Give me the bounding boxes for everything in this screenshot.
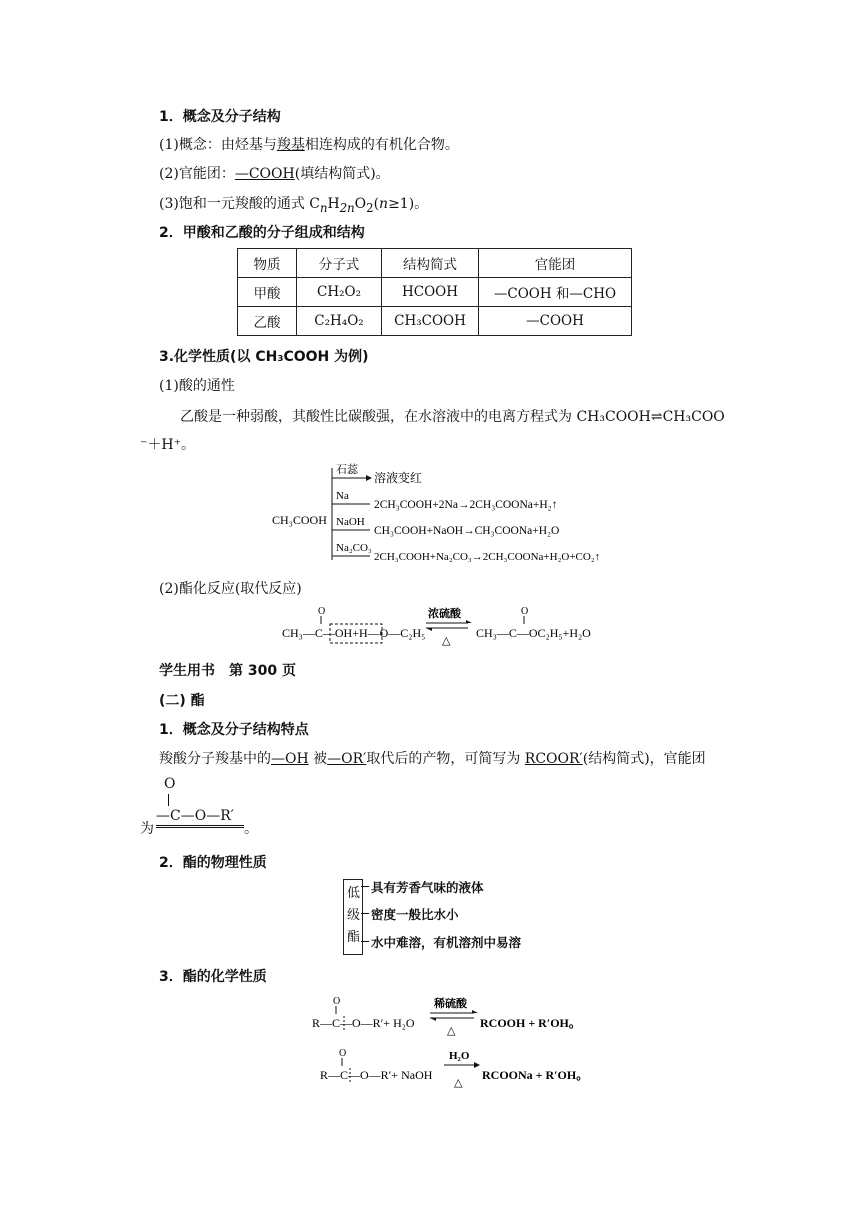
char: 低 bbox=[347, 886, 361, 901]
eq-cond-top: 稀硫酸 bbox=[434, 998, 467, 1010]
heading-acids: 2．甲酸和乙酸的分子组成和结构 bbox=[159, 225, 365, 241]
acid-subtitle: (1)酸的通性 bbox=[159, 378, 235, 394]
page-marker: 学生用书 第 300 页 bbox=[159, 663, 296, 679]
text: ≥1)。 bbox=[388, 196, 429, 212]
answer-underline: RCOOR′ bbox=[524, 751, 583, 767]
text: (填结构简式)。 bbox=[294, 166, 390, 182]
scheme-product: 2CH₃COOH+Na₂CO₃→2CH₃COONa+H₂O+CO₂↑ bbox=[374, 551, 601, 563]
connector bbox=[361, 913, 369, 914]
esterify-subtitle: (2)酯化反应(取代反应) bbox=[159, 581, 302, 597]
acid-hydrolysis-equation bbox=[310, 990, 620, 1038]
heading-ester-chemical: 3．酯的化学性质 bbox=[159, 969, 267, 985]
sub: n bbox=[320, 200, 328, 215]
eq-left: R—C—O—R′+ NaOH bbox=[320, 1068, 433, 1082]
esterify-left: CH₃—C—OH+H—O—C₂H₅ bbox=[282, 626, 426, 640]
functional-group-line bbox=[159, 163, 390, 183]
text: (2)官能团： bbox=[159, 166, 235, 182]
condition-top: 浓硫酸 bbox=[428, 608, 461, 620]
table-row bbox=[238, 278, 632, 307]
table-cell: C₂H₄O₂ bbox=[297, 307, 382, 336]
ester-fg-end: 。 bbox=[244, 821, 258, 837]
char: 酯 bbox=[347, 930, 361, 945]
table-row bbox=[238, 307, 632, 336]
text: n bbox=[379, 196, 389, 212]
phys-property: 水中难溶，有机溶剂中易溶 bbox=[371, 935, 522, 950]
scheme-product: 2CH₃COOH+2Na→2CH₃COONa+H₂↑ bbox=[374, 499, 558, 511]
section-ester-title: (二) 酯 bbox=[159, 693, 205, 709]
carbonyl-o: O bbox=[339, 1048, 347, 1059]
acid-table bbox=[237, 248, 632, 336]
text: 羧酸分子羧基中的 bbox=[159, 751, 271, 767]
sub: 2n bbox=[339, 200, 355, 215]
esterification-equation bbox=[280, 600, 630, 650]
ester-fg-struct bbox=[156, 808, 244, 828]
low-ester-label bbox=[347, 883, 359, 949]
text: 被 bbox=[308, 751, 328, 767]
text: —C—O—R′ bbox=[156, 808, 234, 824]
eq-cond-bottom: △ bbox=[447, 1025, 456, 1037]
scheme-product: CH₃COOH+NaOH→CH₃COONa+H₂O bbox=[374, 525, 560, 537]
carbonyl-o: O bbox=[521, 606, 529, 617]
table-cell: 甲酸 bbox=[238, 278, 297, 307]
definition-line bbox=[159, 134, 459, 154]
table-cell: CH₃COOH bbox=[382, 307, 479, 336]
scheme-reagent: Na bbox=[336, 490, 349, 502]
text: (3)饱和一元羧酸的通式 C bbox=[159, 196, 320, 212]
heading-concept: 1．概念及分子结构 bbox=[159, 109, 281, 125]
connector bbox=[361, 941, 369, 942]
text: O bbox=[354, 196, 367, 212]
answer-underline: —OR′ bbox=[327, 751, 367, 767]
sub: 2 bbox=[366, 200, 374, 215]
general-formula-line bbox=[159, 193, 428, 215]
table-cell: —COOH bbox=[479, 307, 632, 336]
text: 相连构成的有机化合物。 bbox=[304, 137, 459, 153]
text: 取代后的产物，可简写为 bbox=[366, 751, 525, 767]
acid-paragraph-line2: ⁻＋H⁺。 bbox=[140, 437, 195, 453]
scheme-reactant: CH₃COOH bbox=[272, 513, 327, 527]
esterify-right: CH₃—C—OC₂H₅+H₂O bbox=[476, 626, 591, 640]
eq-right: RCOONa + R′OH。 bbox=[482, 1068, 589, 1082]
eq-cond-bottom: △ bbox=[454, 1077, 463, 1089]
scheme-reagent: NaOH bbox=[336, 516, 365, 528]
ester-fg-line bbox=[140, 818, 154, 838]
eq-cond-top: H₂O bbox=[449, 1050, 470, 1062]
heading-ester-physical: 2．酯的物理性质 bbox=[159, 855, 267, 871]
phys-property: 具有芳香气味的液体 bbox=[371, 880, 484, 895]
text: (结构简式)，官能团 bbox=[582, 751, 706, 767]
scheme-product: 溶液变红 bbox=[374, 471, 423, 485]
answer-underline: —COOH bbox=[234, 166, 295, 182]
table-cell: —COOH 和—CHO bbox=[479, 278, 632, 307]
carbonyl-o: O bbox=[318, 606, 326, 617]
carbonyl-o: O bbox=[333, 996, 341, 1007]
scheme-branch bbox=[332, 462, 422, 485]
heading-chem-props: 3.化学性质(以 CH₃COOH 为例) bbox=[159, 349, 369, 365]
text: 为 bbox=[140, 821, 154, 837]
ester-definition bbox=[159, 748, 706, 768]
table-header-row bbox=[238, 249, 632, 278]
text: (1)概念：由烃基与 bbox=[159, 137, 277, 153]
scheme-reagent: 石蕊 bbox=[336, 464, 358, 476]
table-cell: 乙酸 bbox=[238, 307, 297, 336]
table-cell: HCOOH bbox=[382, 278, 479, 307]
eq-left: R—C—O—R′+ H₂O bbox=[312, 1016, 415, 1030]
scheme-branch bbox=[332, 542, 600, 563]
phys-property: 密度一般比水小 bbox=[371, 907, 459, 922]
table-header: 分子式 bbox=[297, 249, 382, 278]
eq-right: RCOOH + R′OH。 bbox=[480, 1016, 581, 1030]
scheme-branch bbox=[332, 490, 557, 511]
text: ( bbox=[373, 196, 380, 212]
text: H bbox=[327, 196, 340, 212]
base-hydrolysis-equation bbox=[318, 1042, 618, 1090]
scheme-reagent: Na₂CO₃ bbox=[336, 542, 372, 554]
ester-fg-o: O bbox=[164, 776, 176, 792]
connector bbox=[361, 886, 369, 887]
condition-bottom: △ bbox=[442, 635, 451, 647]
heading-ester-concept: 1．概念及分子结构特点 bbox=[159, 722, 309, 738]
table-cell: CH₂O₂ bbox=[297, 278, 382, 307]
acetic-acid-reaction-scheme bbox=[270, 460, 630, 570]
answer-underline: —OH bbox=[271, 751, 309, 767]
acid-paragraph-line1: 乙酸是一种弱酸，其酸性比碳酸强，在水溶液中的电离方程式为 CH₃COOH⇌CH₃COO bbox=[180, 409, 725, 425]
table-header: 结构简式 bbox=[382, 249, 479, 278]
answer-underline: 羧基 bbox=[276, 137, 305, 153]
char: 级 bbox=[347, 908, 361, 923]
scheme-branch bbox=[332, 516, 559, 537]
table-header: 官能团 bbox=[479, 249, 632, 278]
ester-fg-bond bbox=[168, 794, 170, 806]
table-header: 物质 bbox=[238, 249, 297, 278]
